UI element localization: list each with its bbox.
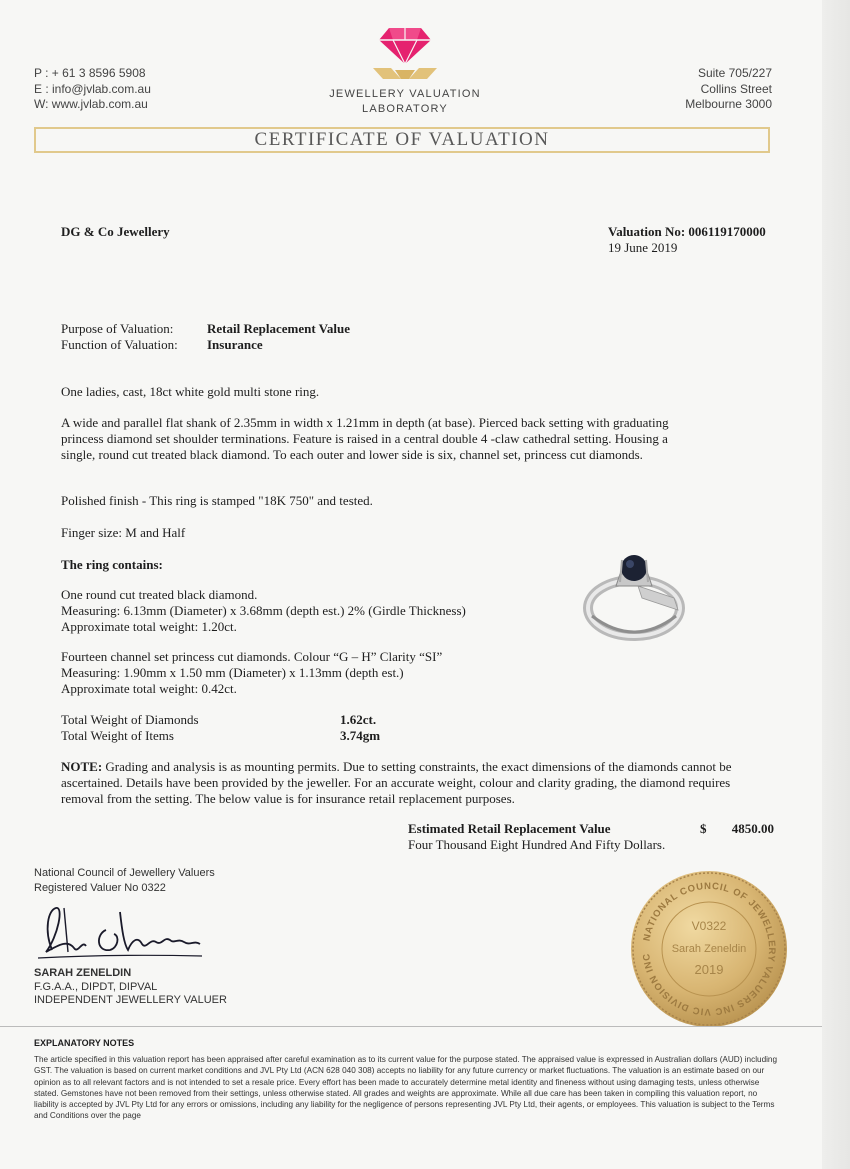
explanatory-text: The article specified in this valuation report has been appraised after careful examination as to its current value for the purpose stated. The appraised value is expressed in Australian dollars (AUD) including GST. The valuation is based on current market conditions and JVL Pty Ltd (ACN 628 040 308) accepts no liability for any future currency or market fluctuations. The valuation is an estimate based on our opinion as to all relevant factors and is not intended to set a resale price. Every effort has been made to accurately determine metal identity and fineness without using damaging tests, unless otherwise stated. Gemstones have not been removed from their settings, unless otherwise stated. All grades and weights are approximate. While all due care has been taken in compiling this valuation report, no liability is accepted by JVL Pty Ltd for any errors or omissions, including any liability for the negligence of persons representing JVL Pty Ltd, their agents, or employees. This valuation is subject to the Terms and Conditions over the page [34,1055,778,1121]
valuer-registered: Registered Valuer No 0322 [34,882,166,894]
contact-block [34,66,151,113]
valuation-number: Valuation No: 006119170000 [608,224,766,239]
contact-phone: P : + 61 3 8596 5908 [34,66,146,80]
stone-1-line-1: One round cut treated black diamond. [61,587,258,602]
total-diamonds-label: Total Weight of Diamonds [61,712,199,727]
valuer-quals: F.G.A.A., DIPDT, DIPVAL [34,980,158,993]
logo-line-2: LABORATORY [362,103,448,115]
signature-image [34,900,214,966]
stone-1-line-3: Approximate total weight: 1.20ct. [61,619,237,634]
estimate-words: Four Thousand Eight Hundred And Fifty Dollars. [408,837,666,852]
function-value: Insurance [207,337,263,352]
certificate-title: CERTIFICATE OF VALUATION [34,127,770,153]
total-items-label: Total Weight of Items [61,728,174,743]
contact-web[interactable]: W: www.jvlab.com.au [34,97,148,111]
total-diamonds-value: 1.62ct. [340,712,377,727]
estimate-label: Estimated Retail Replacement Value [408,821,611,836]
logo-line-1: JEWELLERY VALUATION [329,88,481,100]
stone-2-line-2: Measuring: 1.90mm x 1.50 mm (Diameter) x 1.13mm (depth est.) [61,665,404,680]
explanatory-heading: EXPLANATORY NOTES [34,1038,135,1048]
seal-year: 2019 [694,962,724,977]
estimate-amount: 4850.00 [731,821,774,836]
total-items-value: 3.74gm [340,728,381,743]
seal-name: Sarah Zeneldin [671,943,747,955]
client-name: DG & Co Jewellery [61,224,170,239]
stone-2-line-1: Fourteen channel set princess cut diamonds. Colour “G – H” Clarity “SI” [61,649,443,664]
note-label: NOTE: [61,759,103,774]
function-label: Function of Valuation: [61,337,178,352]
contact-email[interactable]: E : info@jvlab.com.au [34,81,151,96]
note-text: Grading and analysis is as mounting permits. Due to setting constraints, the exact dimensions of the diamonds cannot be ascertained. Details have been provided by the jeweller. For an accurate weight, colour and clarity grading, the diamond requires removal from the setting. The below value is for insurance retail replacement purposes. [61,759,732,806]
valuation-date: 19 June 2019 [608,240,678,255]
valuer-name: SARAH ZENELDIN [34,967,132,979]
note-paragraph [61,759,773,807]
stone-2-line-3: Approximate total weight: 0.42ct. [61,681,237,696]
description-detail: A wide and parallel flat shank of 2.35mm in width x 1.21mm in depth (at base). Pierced back setting with graduating princess diamond set shoulder terminations. Feature is raised in a central double 4 -claw cathedral setting. Housing a single, round cut treated black diamond. To each outer and lower side is six, channel set, princess cut diamonds. [61,415,669,462]
description-finish: Polished finish - This ring is stamped "18K 750" and tested. [61,493,373,508]
address-block [685,66,772,113]
lab-logo [325,24,485,117]
gold-seal [628,868,790,1030]
stone-2-block [61,649,761,697]
finger-size: Finger size: M and Half [61,525,186,540]
seal-number: V0322 [691,919,727,933]
description-intro: One ladies, cast, 18ct white gold multi stone ring. [61,384,320,399]
purpose-label: Purpose of Valuation: [61,321,174,336]
purpose-value: Retail Replacement Value [207,321,350,336]
address-line-3: Melbourne 3000 [685,97,772,111]
ring-photo [578,552,688,644]
gem-logo-icon [365,24,445,80]
seal-ring-text: NATIONAL COUNCIL OF JEWELLERY VALUERS INC VIC DIVISION INC [641,880,778,1018]
valuer-details [34,967,227,1008]
estimate-currency: $ [700,821,707,836]
valuation-block [608,224,774,256]
address-line-2: Collins Street [700,81,772,96]
valuer-role: INDEPENDENT JEWELLERY VALUER [34,994,227,1006]
notes-divider [0,1026,822,1027]
stone-1-line-2: Measuring: 6.13mm (Diameter) x 3.68mm (depth est.) 2% (Girdle Thickness) [61,603,466,618]
page-edge [822,0,850,1169]
valuer-council: National Council of Jewellery Valuers [34,867,215,879]
contains-heading: The ring contains: [61,557,163,572]
valuer-council-block [34,866,215,896]
address-line-1: Suite 705/227 [697,66,772,80]
